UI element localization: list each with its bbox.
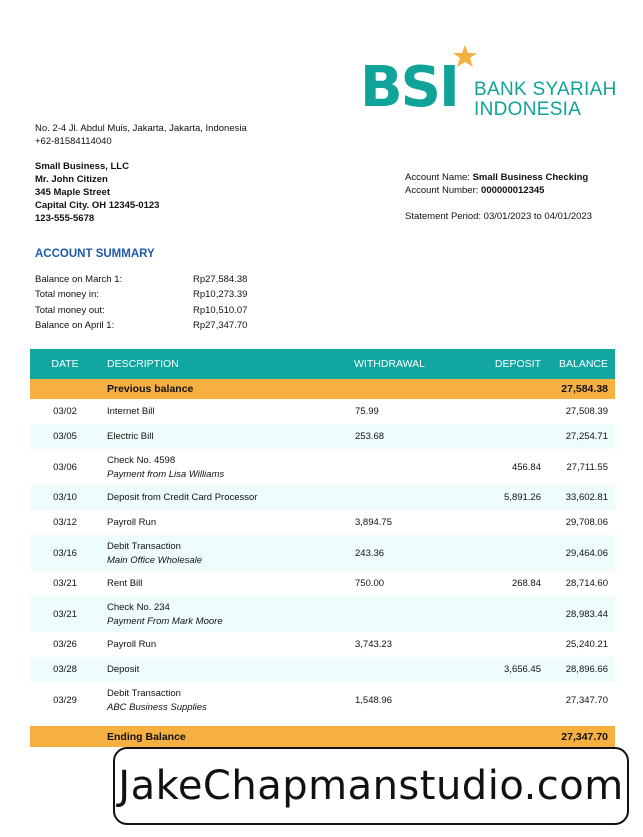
row-deposit xyxy=(454,535,556,571)
row-deposit xyxy=(454,399,556,424)
customer-block xyxy=(35,160,159,225)
row-withdrawal: 1,548.96 xyxy=(355,694,392,706)
summary-row xyxy=(35,304,247,319)
row-balance: 28,983.44 xyxy=(556,596,615,632)
bank-name-line1: BANK SYARIAH xyxy=(474,79,617,100)
row-withdrawal: 750.00 xyxy=(355,578,385,589)
row-withdrawal xyxy=(354,596,454,632)
row-description-text: Payroll Run xyxy=(107,517,157,528)
summary-value: Rp27,347.70 xyxy=(193,319,248,331)
account-info xyxy=(405,171,588,197)
customer-company: Small Business, LLC xyxy=(35,161,129,172)
row-description-note: Main Office Wholesale xyxy=(107,554,203,566)
summary-label: Total money in: xyxy=(35,289,99,301)
row-balance: 29,708.06 xyxy=(565,517,608,528)
row-description-note: Payment From Mark Moore xyxy=(107,615,223,627)
summary-label: Balance on March 1: xyxy=(35,274,123,285)
previous-balance-row xyxy=(30,379,615,399)
previous-balance-label: Previous balance xyxy=(100,379,354,399)
watermark-text: JakeChapmanstudio.com xyxy=(118,763,624,809)
bank-logo xyxy=(360,44,620,124)
transactions-table xyxy=(30,349,615,747)
summary-value: Rp10,510.07 xyxy=(193,304,248,316)
row-deposit: 456.84 xyxy=(511,461,541,473)
account-number-label: Account Number: xyxy=(405,185,479,196)
row-deposit xyxy=(454,424,556,449)
row-description-text: Check No. 234 xyxy=(107,601,170,613)
row-balance: 28,896.66 xyxy=(556,657,615,682)
row-date: 03/12 xyxy=(53,517,77,528)
table-row xyxy=(30,535,615,571)
row-description xyxy=(100,682,354,718)
bank-address-line1: No. 2-4 Jl. Abdul Muis, Jakarta, Jakarta, Indonesia xyxy=(35,123,247,134)
row-description xyxy=(100,535,354,571)
row-balance: 27,254.71 xyxy=(556,424,615,449)
row-description-text: Debit Transaction xyxy=(107,540,181,552)
row-description-text: Payroll Run xyxy=(107,639,157,650)
summary-value: Rp27,584.38 xyxy=(193,274,248,285)
row-description xyxy=(100,485,354,510)
row-date: 03/29 xyxy=(53,694,77,706)
row-deposit: 3,656.45 xyxy=(454,657,556,682)
row-description-note: ABC Business Supplies xyxy=(107,701,207,713)
summary-value: Rp10,273.39 xyxy=(193,289,248,301)
bank-phone: +62-81584114040 xyxy=(35,136,112,147)
table-row xyxy=(30,510,615,535)
row-description xyxy=(100,596,354,632)
previous-balance-value: 27,584.38 xyxy=(556,379,615,399)
row-description-text: Deposit xyxy=(107,664,140,675)
header-description: DESCRIPTION xyxy=(100,349,354,379)
ending-balance-row xyxy=(30,726,615,747)
header-withdrawal: WITHDRAWAL xyxy=(354,349,454,379)
row-description xyxy=(100,571,354,596)
table-row xyxy=(30,571,615,596)
header-date: DATE xyxy=(30,349,100,379)
statement-period: Statement Period: 03/01/2023 to 04/01/2023 xyxy=(405,211,592,222)
row-date: 03/28 xyxy=(30,657,100,682)
row-description xyxy=(100,399,354,424)
row-deposit: 268.84 xyxy=(511,578,541,589)
summary-row xyxy=(35,288,247,303)
table-row xyxy=(30,449,615,485)
row-description-text: Debit Transaction xyxy=(107,687,181,699)
row-deposit xyxy=(454,682,556,718)
row-balance: 27,347.70 xyxy=(565,694,608,706)
row-description-text: Rent Bill xyxy=(107,578,143,589)
row-balance: 25,240.21 xyxy=(565,639,608,650)
table-row xyxy=(30,424,615,449)
row-balance: 33,602.81 xyxy=(556,485,615,510)
row-description-note: Payment from Lisa Williams xyxy=(107,468,225,480)
customer-city: Capital City. OH 12345-0123 xyxy=(35,200,160,211)
row-date: 03/05 xyxy=(30,424,100,449)
row-date: 03/02 xyxy=(53,406,77,417)
row-description xyxy=(100,657,354,682)
summary-title: ACCOUNT SUMMARY xyxy=(35,248,155,260)
table-row xyxy=(30,657,615,682)
row-description-text: Electric Bill xyxy=(107,431,154,442)
bank-address xyxy=(35,122,247,148)
row-description xyxy=(100,632,354,657)
row-description xyxy=(100,510,354,535)
summary-label: Total money out: xyxy=(35,304,105,316)
row-balance: 27,711.55 xyxy=(566,461,608,473)
row-description xyxy=(100,424,354,449)
star-icon xyxy=(452,44,478,70)
watermark xyxy=(113,747,629,825)
row-balance: 28,714.60 xyxy=(565,578,608,589)
row-description-text: Check No. 4598 xyxy=(107,454,176,466)
table-header xyxy=(30,349,615,379)
account-name-row xyxy=(405,171,588,184)
row-withdrawal xyxy=(354,485,454,510)
row-withdrawal: 3,743.23 xyxy=(355,639,392,650)
bank-name-line2: INDONESIA xyxy=(474,99,582,120)
row-date: 03/06 xyxy=(53,461,77,473)
row-balance: 29,464.06 xyxy=(556,535,615,571)
table-row xyxy=(30,399,615,424)
ending-balance-label: Ending Balance xyxy=(100,726,354,747)
row-date: 03/26 xyxy=(53,639,77,650)
table-row xyxy=(30,596,615,632)
row-withdrawal xyxy=(354,449,454,485)
row-deposit xyxy=(454,632,556,657)
row-description xyxy=(100,449,354,485)
row-date: 03/16 xyxy=(30,535,100,571)
customer-phone: 123-555-5678 xyxy=(35,213,95,224)
row-withdrawal: 243.36 xyxy=(354,535,454,571)
row-deposit xyxy=(454,510,556,535)
customer-street: 345 Maple Street xyxy=(35,187,110,198)
account-number-row xyxy=(405,184,588,197)
logo-wordmark: BSI xyxy=(360,55,458,120)
row-withdrawal: 253.68 xyxy=(354,424,454,449)
account-name-value: Small Business Checking xyxy=(472,172,589,183)
header-deposit: DEPOSIT xyxy=(454,349,556,379)
row-date: 03/21 xyxy=(30,596,100,632)
header-balance: BALANCE xyxy=(556,349,615,379)
summary-row xyxy=(35,319,247,334)
account-number-value: 000000012345 xyxy=(481,185,545,196)
summary-label: Balance on April 1: xyxy=(35,319,115,331)
table-row xyxy=(30,682,615,718)
row-withdrawal: 75.99 xyxy=(355,406,379,417)
table-row xyxy=(30,632,615,657)
row-withdrawal: 3,894.75 xyxy=(355,517,392,528)
row-description-text: Internet Bill xyxy=(107,406,155,417)
ending-balance-value: 27,347.70 xyxy=(556,726,615,747)
customer-name: Mr. John Citizen xyxy=(35,174,108,185)
table-row xyxy=(30,485,615,510)
row-description-text: Deposit from Credit Card Processor xyxy=(107,492,258,503)
row-deposit xyxy=(454,596,556,632)
account-summary xyxy=(35,273,247,334)
row-withdrawal xyxy=(354,657,454,682)
table-spacer xyxy=(30,718,615,726)
summary-row xyxy=(35,273,247,288)
row-date: 03/10 xyxy=(30,485,100,510)
account-name-label: Account Name: xyxy=(405,172,470,183)
row-date: 03/21 xyxy=(53,578,77,589)
row-balance: 27,508.39 xyxy=(565,406,608,417)
row-deposit: 5,891.26 xyxy=(454,485,556,510)
bank-name xyxy=(474,80,617,120)
